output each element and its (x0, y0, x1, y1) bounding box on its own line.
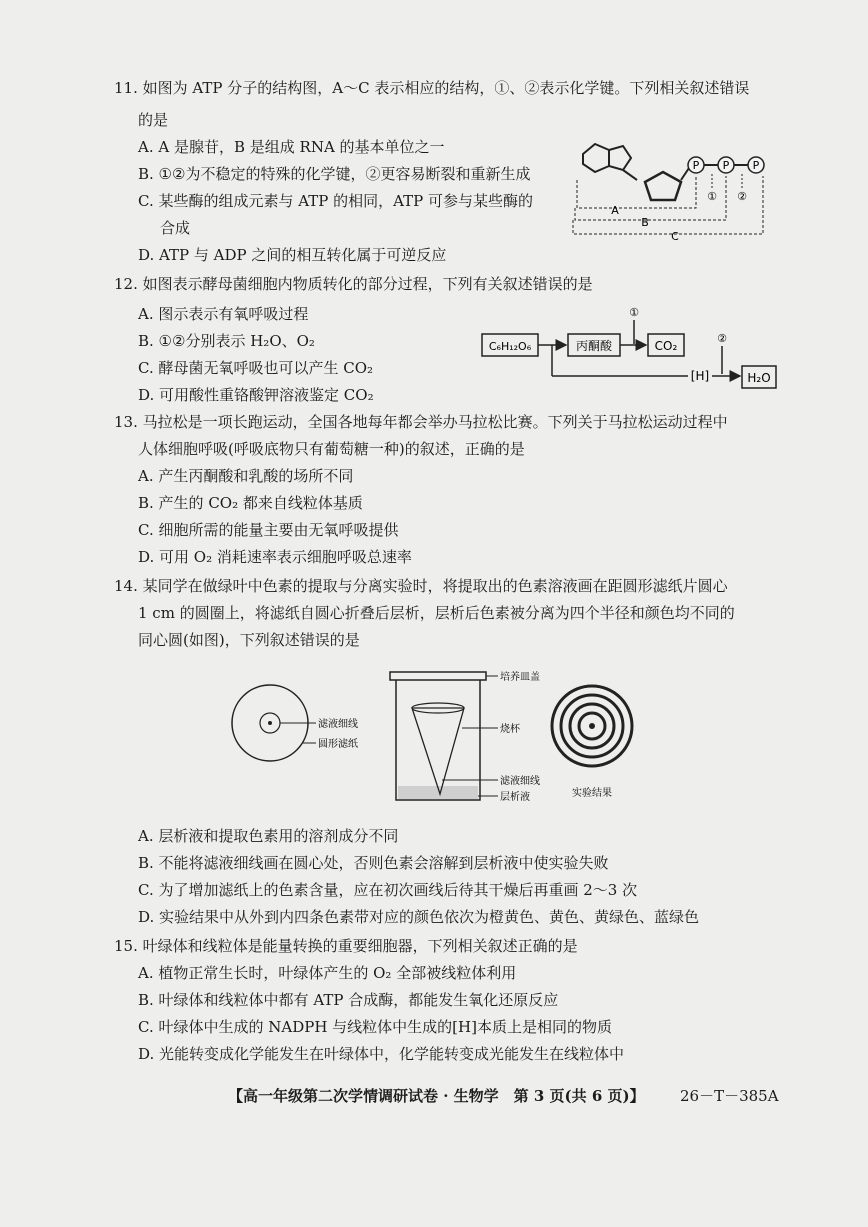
bracket-c-label: C (671, 230, 679, 243)
yeast-metabolism-diagram (478, 300, 780, 392)
bracket-c (573, 176, 763, 234)
round-paper-label: 圆形滤纸 (318, 739, 358, 750)
q14-option-a: A. 层析液和提取色素用的溶剂成分不同 (138, 827, 399, 845)
nadh-label: [H] (690, 369, 710, 383)
adenine-ring-1 (583, 144, 609, 172)
q11-option-b: B. ①②为不稳定的特殊的化学键，②更容易断裂和重新生成 (138, 165, 531, 183)
q15-option-d: D. 光能转变成化学能发生在叶绿体中，化学能转变成光能发生在线粒体中 (138, 1045, 625, 1063)
solvent-label: 层析液 (500, 792, 530, 803)
q11-option-a: A. A 是腺苷，B 是组成 RNA 的基本单位之一 (138, 138, 445, 156)
co2-label: CO₂ (654, 339, 678, 353)
q11-option-c-line2: 合成 (160, 219, 191, 237)
q13-stem-line2: 人体细胞呼吸(呼吸底物只有葡萄糖一种)的叙述，正确的是 (138, 440, 525, 458)
glucose-label: C₆H₁₂O₆ (488, 340, 532, 353)
phosphate-3-label: P (752, 159, 760, 172)
input-1-label: ① (629, 306, 639, 319)
bond-1-label: ① (707, 190, 717, 203)
q14-stem-line3: 同心圆(如图)，下列叙述错误的是 (138, 631, 360, 649)
q14-stem-line1: 14. 某同学在做绿叶中色素的提取与分离实验时，将提取出的色素溶液画在距圆形滤纸片圆心 (114, 577, 728, 595)
q13-option-a: A. 产生丙酮酸和乳酸的场所不同 (138, 467, 354, 485)
q11-stem-line2: 的是 (138, 111, 169, 129)
q11-stem-line1: 11. 如图为 ATP 分子的结构图，A～C 表示相应的结构，①、②表示化学键。下列相关叙述错误 (114, 79, 750, 97)
beaker (396, 680, 480, 800)
input-2-label: ② (717, 332, 727, 345)
q14-stem-line2: 1 cm 的圆圈上，将滤纸自圆心折叠后层析，层析后色素被分离为四个半径和颜色均不同的 (138, 604, 735, 622)
result-rings (552, 686, 632, 766)
chromatography-diagram (230, 668, 650, 808)
q15-option-c: C. 叶绿体中生成的 NADPH 与线粒体中生成的[H]本质上是相同的物质 (138, 1018, 612, 1036)
q15-option-a: A. 植物正常生长时，叶绿体产生的 O₂ 全部被线粒体利用 (138, 964, 517, 982)
q13-stem-line1: 13. 马拉松是一项长跑运动，全国各地每年都会举办马拉松比赛。下列关于马拉松运动过程中 (114, 413, 728, 431)
paper-cone (412, 708, 464, 794)
dish-lid (390, 672, 486, 680)
ribose-ring (645, 172, 681, 200)
q12-option-d: D. 可用酸性重铬酸钾溶液鉴定 CO₂ (138, 386, 374, 404)
q14-option-c: C. 为了增加滤纸上的色素含量，应在初次画线后待其干燥后再重画 2～3 次 (138, 881, 638, 899)
q12-option-c: C. 酵母菌无氧呼吸也可以产生 CO₂ (138, 359, 374, 377)
q12-option-b: B. ①②分别表示 H₂O、O₂ (138, 332, 315, 350)
q13-option-b: B. 产生的 CO₂ 都来自线粒体基质 (138, 494, 363, 512)
phosphate-2-label: P (722, 159, 730, 172)
bracket-b-label: B (641, 216, 649, 229)
filter-line-label: 滤液细线 (318, 719, 358, 730)
q14-option-d: D. 实验结果中从外到内四条色素带对应的颜色依次为橙黄色、黄色、黄绿色、蓝绿色 (138, 908, 700, 926)
water-label: H₂O (747, 371, 771, 385)
beaker-label: 烧杯 (500, 724, 520, 735)
q13-option-c: C. 细胞所需的能量主要由无氧呼吸提供 (138, 521, 399, 539)
q14-option-b: B. 不能将滤液细线画在圆心处，否则色素会溶解到层析液中使实验失败 (138, 854, 609, 872)
result-label: 实验结果 (572, 788, 612, 799)
q12-stem: 12. 如图表示酵母菌细胞内物质转化的部分过程，下列有关叙述错误的是 (114, 275, 593, 293)
page-footer-code: 26－T－385A (680, 1087, 779, 1105)
phosphate-1-label: P (692, 159, 700, 172)
adenine-ring-2 (609, 146, 631, 170)
bracket-a-label: A (611, 204, 619, 217)
bond-2-label: ② (737, 190, 747, 203)
filter-line2-label: 滤液细线 (500, 776, 540, 787)
q12-option-a: A. 图示表示有氧呼吸过程 (138, 305, 309, 323)
q15-stem: 15. 叶绿体和线粒体是能量转换的重要细胞器，下列相关叙述正确的是 (114, 937, 578, 955)
q11-option-d: D. ATP 与 ADP 之间的相互转化属于可逆反应 (138, 246, 447, 264)
q11-option-c-line1: C. 某些酶的组成元素与 ATP 的相同，ATP 可参与某些酶的 (138, 192, 534, 210)
q13-option-d: D. 可用 O₂ 消耗速率表示细胞呼吸总速率 (138, 548, 412, 566)
q15-option-b: B. 叶绿体和线粒体中都有 ATP 合成酶，都能发生氧化还原反应 (138, 991, 559, 1009)
pyruvate-label: 丙酮酸 (575, 339, 613, 353)
dish-lid-label: 培养皿盖 (500, 672, 540, 683)
page-footer-title: 【高一年级第二次学情调研试卷 · 生物学 第 3 页(共 6 页)】 (228, 1087, 645, 1105)
atp-structure-diagram (565, 134, 790, 244)
